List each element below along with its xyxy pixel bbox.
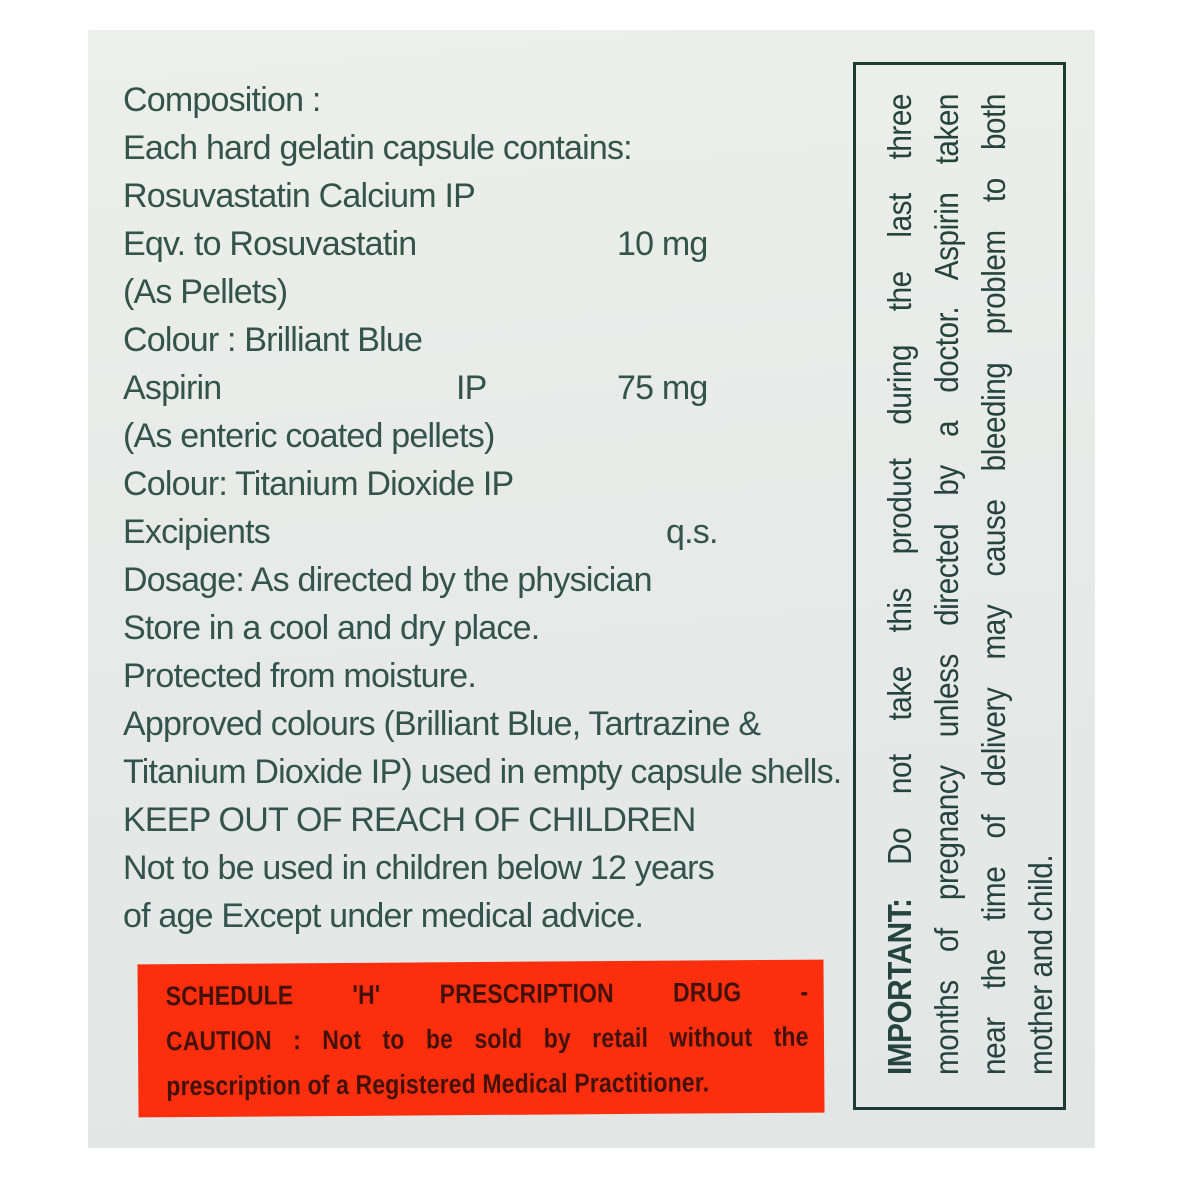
line-text: Not to be used in children below 12 years: [123, 849, 714, 887]
line-text: Composition :: [123, 81, 321, 119]
storage-line-2: [123, 652, 913, 700]
aspirin-strength-line: [123, 364, 913, 412]
line-text: Dosage: As directed by the physician: [123, 561, 652, 599]
line-text: (As Pellets): [123, 273, 288, 311]
strength-value: 10 mg: [617, 225, 708, 263]
line-text: Store in a cool and dry place.: [123, 609, 540, 647]
excipients-line: [123, 508, 913, 556]
line-text: KEEP OUT OF REACH OF CHILDREN: [123, 801, 696, 839]
ingredient-rosuvastatin-name: [123, 172, 913, 220]
line-text: Each hard gelatin capsule contains:: [123, 129, 632, 167]
composition-text-block: [123, 76, 913, 940]
schedule-line-2: CAUTION : Not to be sold by retail without the: [165, 1021, 809, 1057]
important-line-3: near the time of delivery may cause bleeding problem to both: [975, 94, 1012, 1076]
line-text: Colour : Brilliant Blue: [123, 321, 423, 359]
keep-out-of-reach-line: [123, 796, 913, 844]
important-line-2: months of pregnancy unless directed by a doctor. Aspirin taken: [928, 94, 965, 1076]
schedule-line-1: SCHEDULE 'H' PRESCRIPTION DRUG -: [165, 976, 809, 1012]
children-warning-line-1: [123, 844, 913, 892]
medicine-label-panel: [88, 30, 1095, 1148]
as-pellets-line: [123, 268, 913, 316]
line-text: of age Except under medical advice.: [123, 897, 644, 935]
line-text: Approved colours (Brilliant Blue, Tartrazine &: [123, 705, 761, 743]
children-warning-line-2: [123, 892, 913, 940]
line-text: Aspirin: [123, 369, 222, 407]
composition-heading: [123, 76, 913, 124]
line-text: Excipients: [123, 513, 270, 551]
line-text: Rosuvastatin Calcium IP: [123, 177, 475, 215]
dosage-line: [123, 556, 913, 604]
approved-colours-line-2: [123, 748, 913, 796]
approved-colours-line-1: [123, 700, 913, 748]
line-text: Titanium Dioxide IP) used in empty capsule shells.: [123, 753, 842, 791]
schedule-h-warning-text: [166, 970, 810, 1109]
important-warning-text: [876, 94, 1064, 1075]
colour-brilliant-blue-line: [123, 316, 913, 364]
colour-titanium-dioxide-line: [123, 460, 913, 508]
line-text: Colour: Titanium Dioxide IP: [123, 465, 514, 503]
line-text: (As enteric coated pellets): [123, 417, 495, 455]
important-line-1-rest: Do not take this product during the last three: [881, 94, 918, 899]
strength-value: 75 mg: [617, 369, 708, 407]
important-prefix: IMPORTANT:: [881, 898, 918, 1075]
schedule-line-3: prescription of a Registered Medical Practitioner.: [166, 1067, 710, 1102]
capsule-contains-line: [123, 124, 913, 172]
important-line-1: [876, 94, 923, 1075]
storage-line-1: [123, 604, 913, 652]
rosuvastatin-strength-line: [123, 220, 913, 268]
schedule-h-warning-box: [137, 960, 824, 1118]
pharmacopoeia-label: IP: [456, 369, 487, 407]
important-line-4: mother and child.: [1022, 854, 1059, 1075]
quantity-sufficient-value: q.s.: [666, 513, 718, 551]
line-text: Protected from moisture.: [123, 657, 477, 695]
line-text: Eqv. to Rosuvastatin: [123, 225, 417, 263]
enteric-coated-pellets-line: [123, 412, 913, 460]
